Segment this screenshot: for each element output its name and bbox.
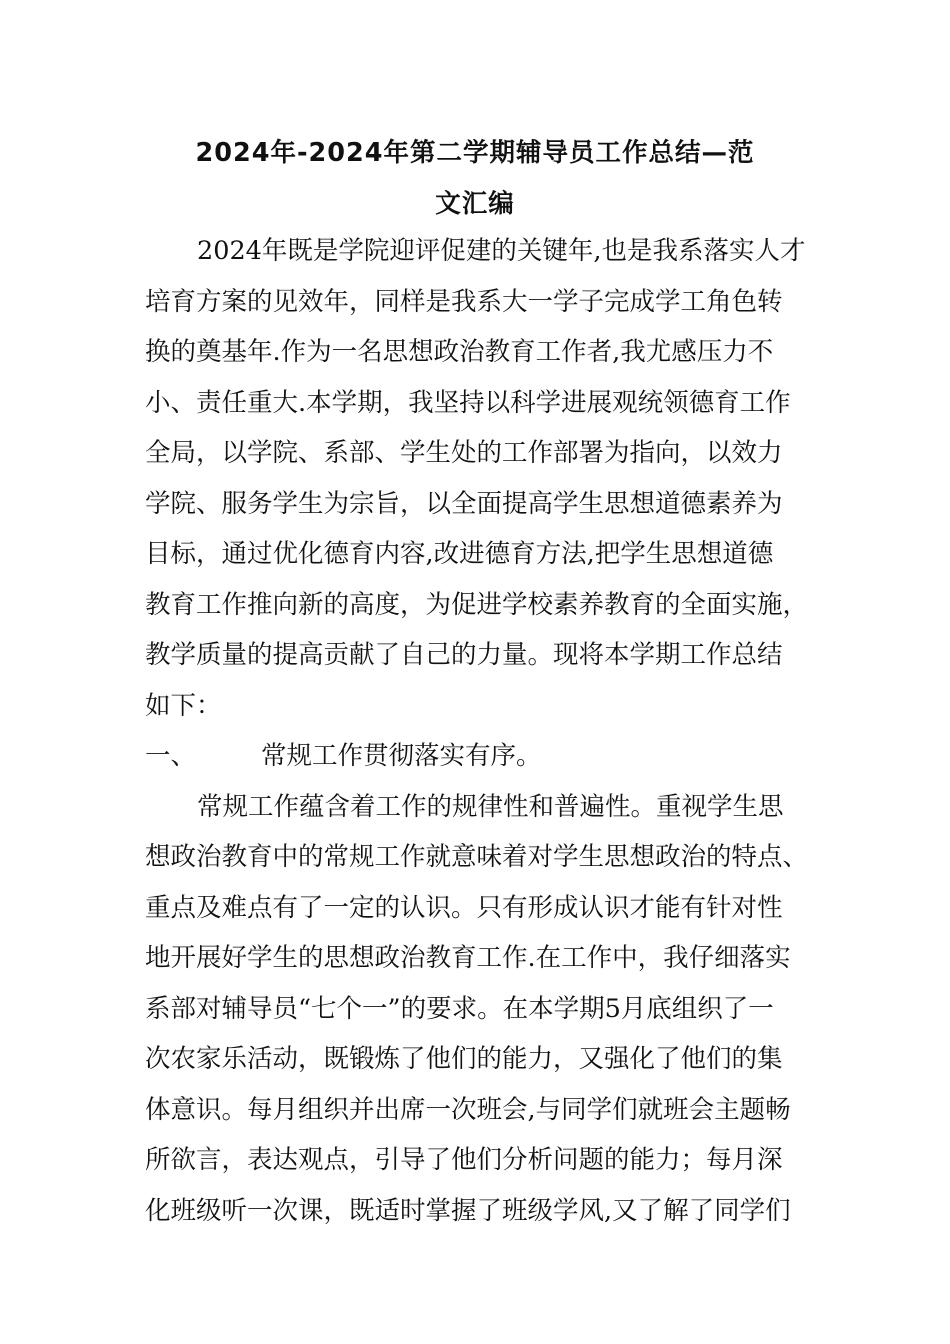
text-line: 重点及难点有了一定的认识。只有形成认识才能有针对性 — [145, 892, 783, 923]
text-line: 全局，以学院、系部、学生处的工作部署为指向，以效力 — [145, 438, 783, 468]
text-line: 体意识。每月组织并出席一次班会,与同学们就班会主题畅 — [145, 1094, 791, 1125]
title-line: 2024年-2024年第二学期辅导员工作总结—范 — [195, 138, 755, 168]
text-line: 所欲言，表达观点，引导了他们分析问题的能力；每月深 — [145, 1145, 783, 1175]
section-title: 常规工作贯彻落实有序。 — [261, 741, 542, 771]
text-line: 次农家乐活动，既锻炼了他们的能力，又强化了他们的集 — [145, 1044, 783, 1074]
document-body — [145, 226, 815, 1236]
text-line: 目标，通过优化德育内容,改进德育方法,把学生思想道德 — [145, 539, 774, 569]
text-line: 小、责任重大.本学期，我坚持以科学进展观统领德育工作 — [145, 387, 791, 418]
paragraph-intro — [145, 226, 815, 731]
title-line: 文汇编 — [435, 188, 515, 219]
text-line: 地开展好学生的思想政治教育工作.在工作中，我仔细落实 — [145, 943, 791, 973]
text-line: 想政治教育中的常规工作就意味着对学生思想政治的特点、 — [145, 842, 809, 872]
text-line: 常规工作蕴含着工作的规律性和普遍性。重视学生思 — [197, 791, 784, 822]
text-line: 系部对辅导员“七个一”的要求。在本学期5月底组织了一 — [145, 993, 774, 1024]
text-line: 换的奠基年.作为一名思想政治教育工作者,我尤感压力不 — [145, 337, 774, 367]
document-title — [130, 128, 820, 229]
text-line: 2024年既是学院迎评促建的关键年,也是我系落实人才 — [197, 236, 806, 266]
text-line: 如下： — [145, 690, 222, 721]
section-number: 一、 — [145, 741, 197, 771]
text-line: 教育工作推向新的高度，为促进学校素养教育的全面实施， — [145, 589, 809, 620]
text-line: 教学质量的提高贡献了自己的力量。现将本学期工作总结 — [145, 640, 783, 670]
text-line: 化班级听一次课，既适时掌握了班级学风,又了解了同学们 — [145, 1195, 791, 1226]
text-line: 培育方案的见效年，同样是我系大一学子完成学工角色转 — [145, 286, 783, 317]
section-heading — [145, 731, 815, 782]
paragraph-routine-work — [145, 782, 815, 1237]
text-line: 学院、服务学生为宗旨，以全面提高学生思想道德素养为 — [145, 488, 783, 519]
